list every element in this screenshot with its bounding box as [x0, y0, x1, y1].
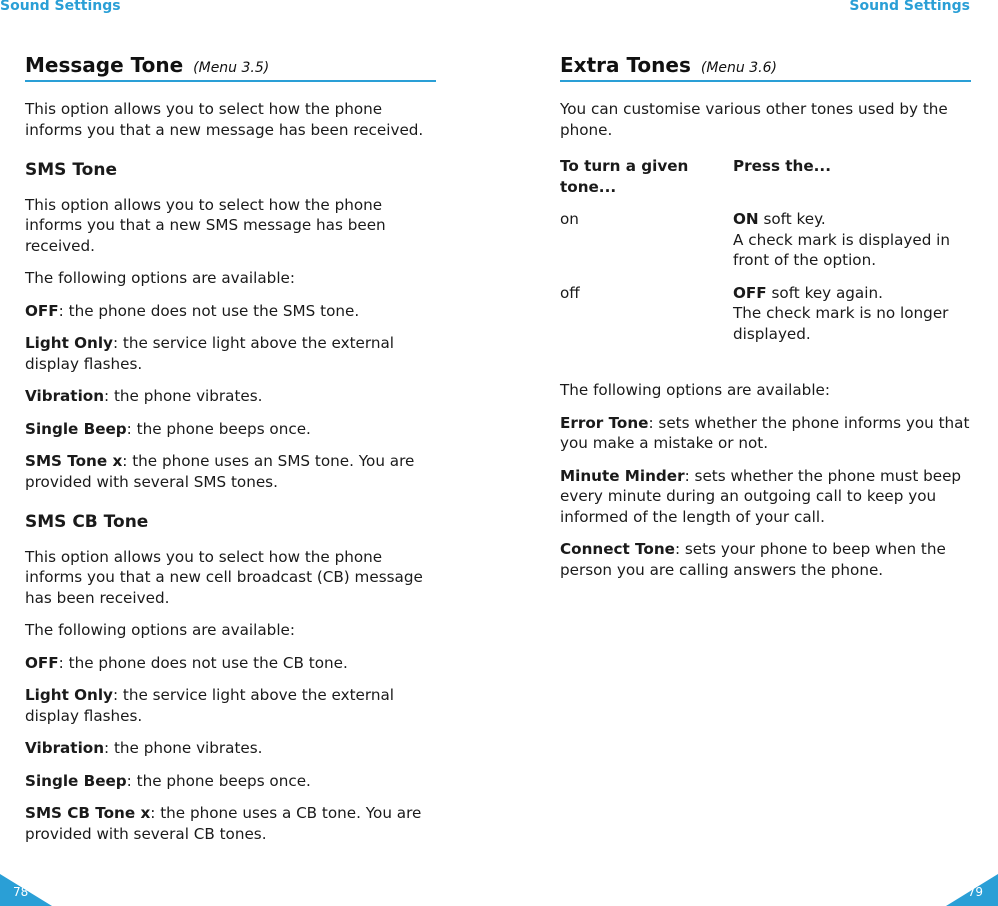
option-term: SMS Tone x [25, 452, 123, 470]
section-title-message-tone [25, 53, 269, 77]
option-item [25, 419, 437, 440]
sms-cb-tone-description: This option allows you to select how the phone informs you that a new cell broadcast (CB) message has been received. [25, 547, 423, 607]
option-term: OFF [25, 301, 59, 320]
option-text: : the phone does not use the SMS tone. [58, 301, 360, 320]
intro-paragraph: This option allows you to select how the phone informs you that a new message has been received. [25, 100, 424, 139]
instruction-table [560, 156, 972, 344]
option-item [25, 803, 437, 844]
table-row [560, 283, 972, 345]
left-column-body [25, 99, 437, 856]
option-item [560, 413, 972, 454]
table-cell-state: off [560, 283, 580, 302]
option-item [25, 738, 437, 759]
option-item [25, 653, 437, 674]
table-cell-note: The check mark is no longer displayed. [733, 304, 949, 343]
option-item [560, 466, 972, 528]
option-text: : sets your phone to beep when the person you are calling answers the phone. [560, 540, 946, 579]
subheading-sms-cb-tone: SMS CB Tone [25, 512, 149, 532]
section-title-extra-tones [560, 53, 777, 77]
option-item [560, 539, 972, 580]
option-text: : the phone uses a CB tone. You are provided with several CB tones. [25, 804, 422, 843]
section-title-text: Message Tone [25, 53, 184, 77]
table-cell-action [733, 209, 972, 271]
options-intro: The following options are available: [25, 621, 296, 639]
running-head: Sound Settings [0, 0, 121, 14]
option-item [25, 386, 437, 407]
option-item [25, 301, 437, 322]
option-text: : the service light above the external display flashes. [25, 334, 395, 373]
option-term: Vibration [25, 739, 105, 757]
option-term: Single Beep [25, 419, 127, 438]
option-term: Connect Tone [560, 540, 675, 558]
soft-key-name: ON [733, 210, 759, 228]
option-term: Minute Minder [560, 466, 685, 485]
section-rule [25, 80, 436, 82]
option-term: Light Only [25, 686, 113, 704]
option-text: : the phone uses an SMS tone. You are provided with several SMS tones. [25, 452, 415, 491]
table-cell-state: on [560, 210, 579, 228]
menu-reference: (Menu 3.5) [193, 60, 270, 76]
subheading-sms-tone: SMS Tone [25, 160, 117, 180]
option-text: : the phone does not use the CB tone. [58, 653, 348, 672]
option-term: Error Tone [560, 413, 649, 432]
right-column-body [560, 99, 972, 592]
option-item [25, 333, 437, 374]
sms-tone-description: This option allows you to select how the phone informs you that a new SMS message has been received. [25, 195, 386, 255]
soft-key-name: OFF [733, 283, 767, 302]
section-title-text: Extra Tones [560, 53, 691, 77]
options-intro: The following options are available: [25, 269, 296, 287]
table-header-col2: Press the... [733, 157, 831, 175]
soft-key-suffix: soft key. [758, 210, 826, 228]
option-item [25, 771, 437, 792]
option-term: Single Beep [25, 771, 127, 790]
section-rule [560, 80, 971, 82]
page-number: 78 [13, 885, 29, 899]
table-header-row [560, 156, 972, 197]
option-term: SMS CB Tone x [25, 804, 151, 822]
option-text: : sets whether the phone must beep every minute during an outgoing call to keep you informed of the length of your call. [560, 466, 962, 526]
option-term: Light Only [25, 334, 113, 352]
option-text: : sets whether the phone informs you that you make a mistake or not. [560, 413, 970, 452]
intro-paragraph: You can customise various other tones used by the phone. [560, 100, 948, 139]
option-item [25, 685, 437, 726]
table-header-col1: To turn a given tone... [560, 157, 689, 196]
option-text: : the service light above the external display flashes. [25, 686, 395, 725]
option-term: OFF [25, 653, 59, 672]
option-term: Vibration [25, 387, 105, 405]
table-row [560, 209, 972, 271]
soft-key-suffix: soft key again. [766, 283, 883, 302]
option-text: : the phone beeps once. [126, 419, 311, 438]
running-head: Sound Settings [849, 0, 970, 14]
right-page [499, 0, 998, 906]
options-intro: The following options are available: [560, 381, 831, 399]
option-text: : the phone beeps once. [126, 771, 311, 790]
page-number-tab [946, 874, 998, 906]
option-text: : the phone vibrates. [104, 387, 263, 405]
table-cell-note: A check mark is displayed in front of the option. [733, 230, 951, 269]
page-number: 79 [967, 885, 983, 899]
option-item [25, 451, 437, 492]
page-number-tab [0, 874, 52, 906]
menu-reference: (Menu 3.6) [700, 60, 777, 76]
option-text: : the phone vibrates. [104, 739, 263, 757]
table-cell-action [733, 283, 972, 345]
